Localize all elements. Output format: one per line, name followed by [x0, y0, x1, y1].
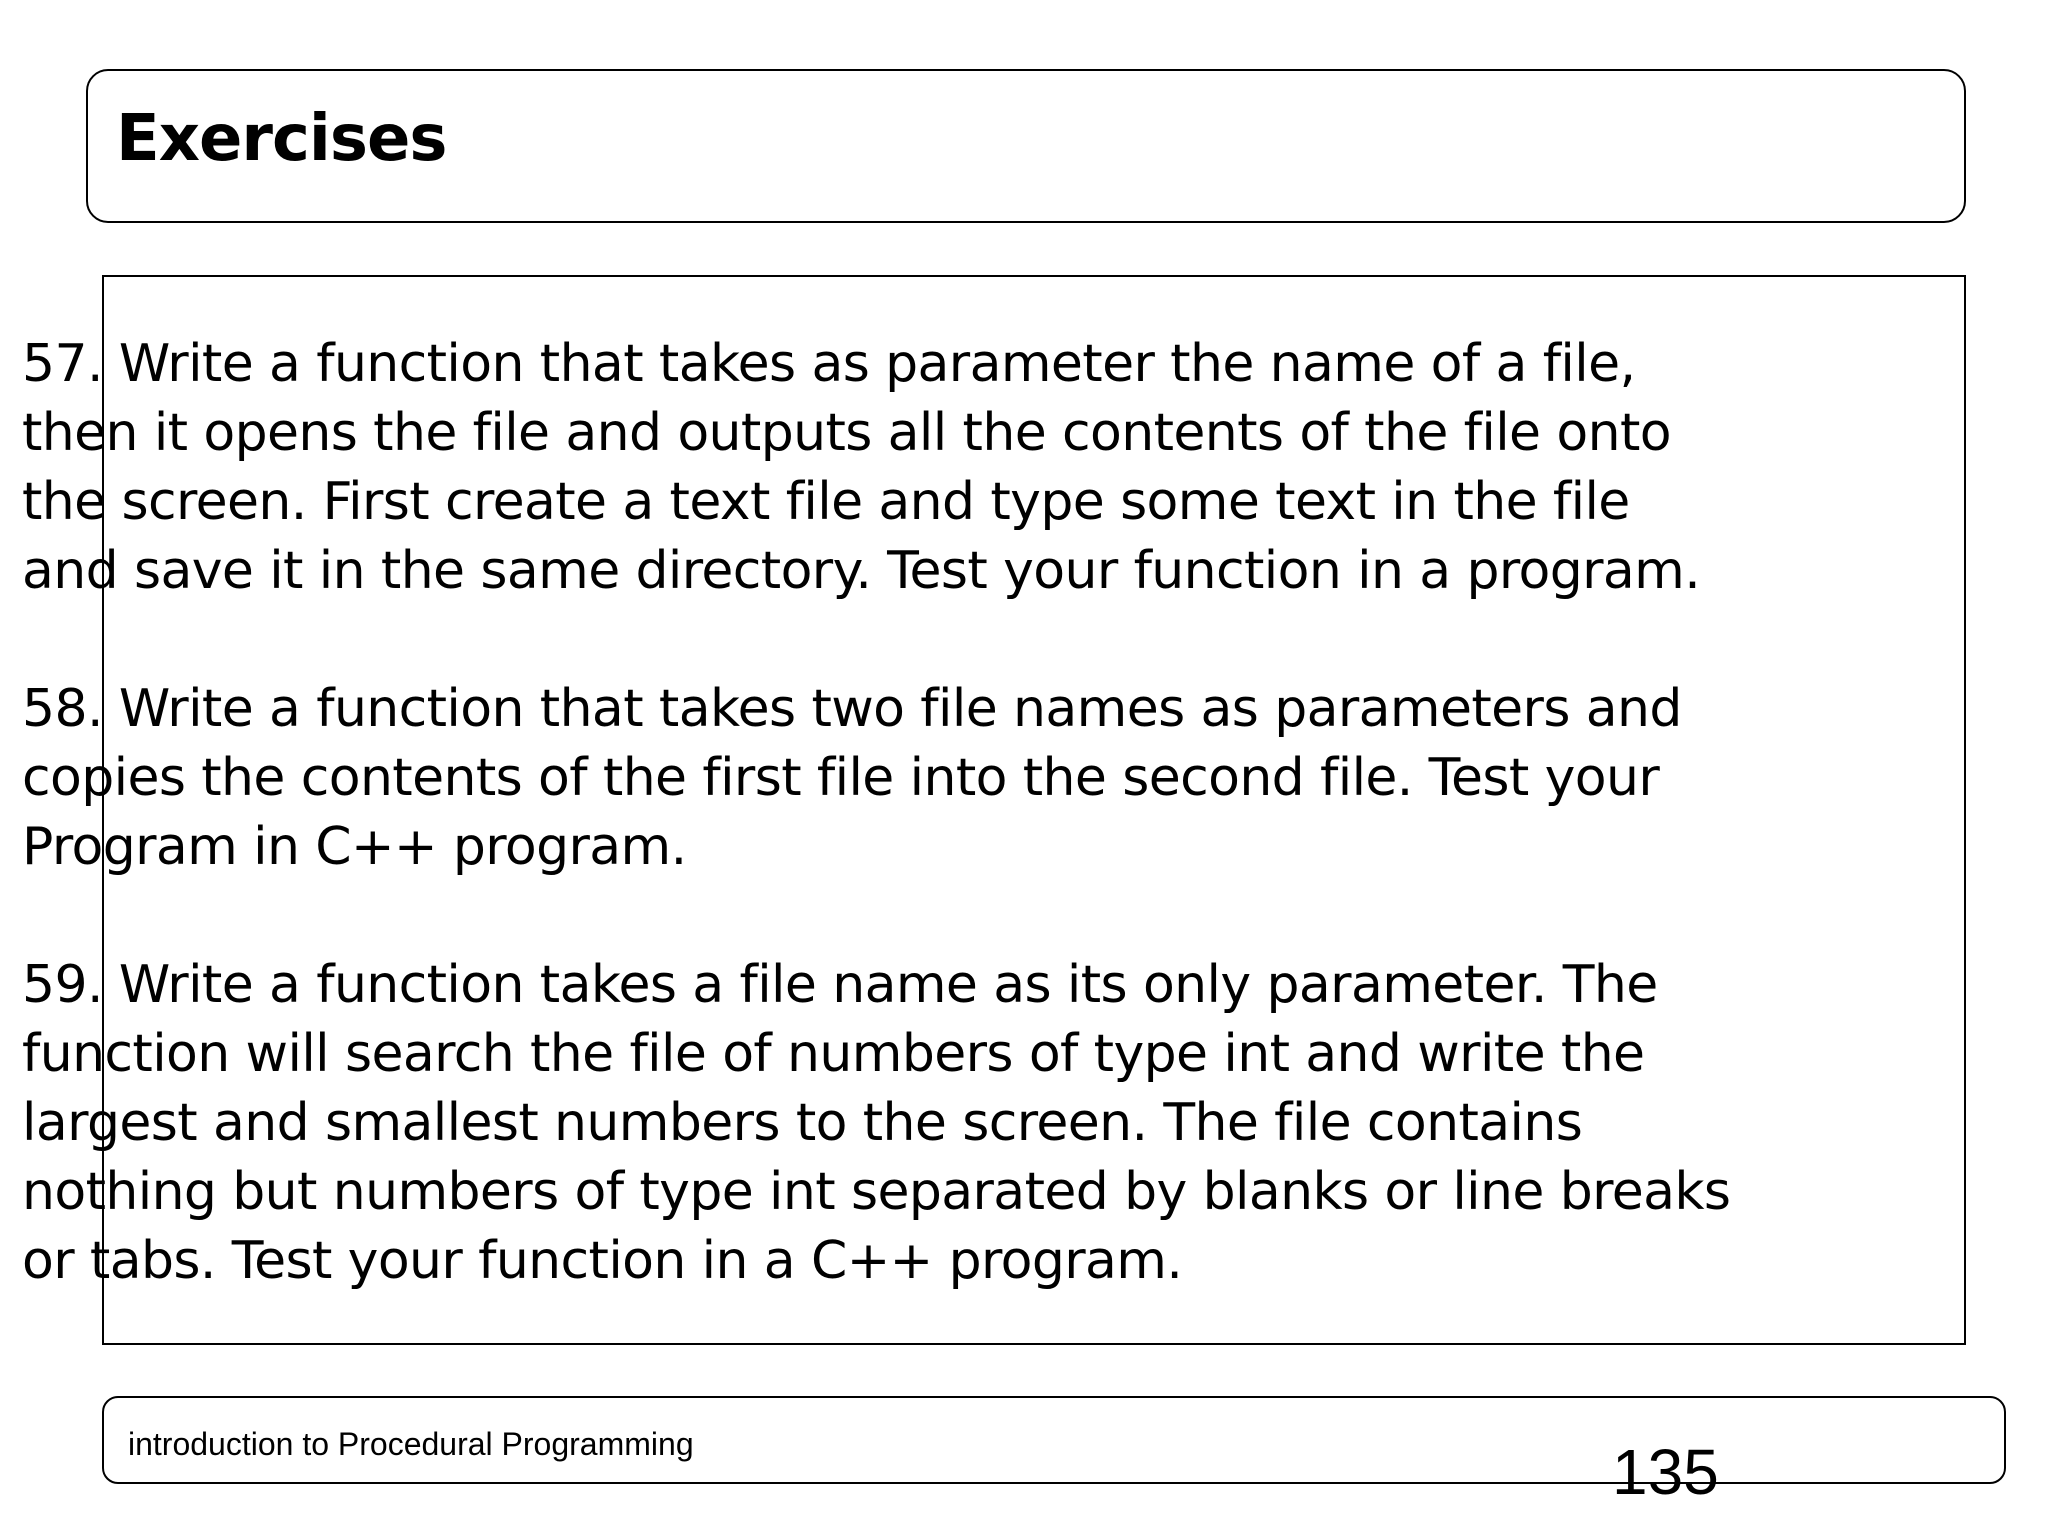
- page-number: 135: [1612, 1436, 1719, 1508]
- exercise-line: 57. Write a function that takes as parameter the name of a file,: [22, 334, 1636, 394]
- footer-course-title: introduction to Procedural Programming: [128, 1426, 694, 1462]
- exercise-line: Program in C++ program.: [22, 817, 687, 877]
- exercise-line: and save it in the same directory. Test your function in a program.: [22, 541, 1701, 601]
- exercise-57: [22, 330, 1922, 606]
- exercise-line: copies the contents of the first file into the second file. Test your: [22, 748, 1660, 808]
- title-box: [86, 69, 1966, 223]
- exercise-line: 58. Write a function that takes two file names as parameters and: [22, 679, 1682, 739]
- exercise-line: 59. Write a function takes a file name as its only parameter. The: [22, 955, 1658, 1015]
- exercise-59: [22, 951, 1922, 1296]
- footer-box: [102, 1396, 2006, 1508]
- exercise-58: [22, 675, 1922, 882]
- exercise-line: then it opens the file and outputs all the contents of the file onto: [22, 403, 1671, 463]
- exercise-line: nothing but numbers of type int separated by blanks or line breaks: [22, 1162, 1731, 1222]
- exercise-line: the screen. First create a text file and type some text in the file: [22, 472, 1630, 532]
- slide-title: Exercises: [116, 102, 447, 176]
- exercise-list: [22, 330, 1922, 1365]
- exercise-line: function will search the file of numbers of type int and write the: [22, 1024, 1645, 1084]
- exercise-line: largest and smallest numbers to the screen. The file contains: [22, 1093, 1583, 1153]
- exercise-line: or tabs. Test your function in a C++ program.: [22, 1231, 1183, 1291]
